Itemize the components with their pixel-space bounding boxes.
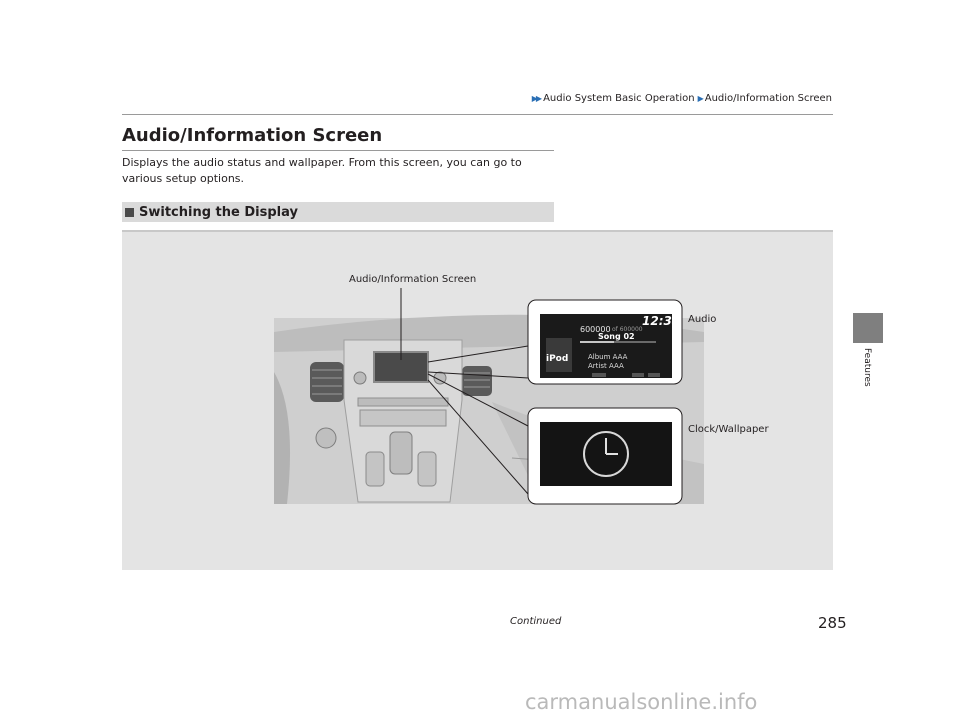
page-number: 285	[818, 614, 847, 632]
intro-text: Displays the audio status and wallpaper. From this screen, you can go to various setup options.	[122, 156, 522, 185]
header-rule	[122, 114, 833, 115]
audio-album: Album AAA	[588, 353, 628, 361]
watermark: carmanualsonline.info	[525, 690, 758, 714]
audio-callout-label: Audio	[688, 314, 717, 325]
audio-time: 12:34	[642, 314, 681, 328]
square-bullet-icon	[125, 208, 134, 217]
audio-song: Song 02	[598, 332, 635, 341]
breadcrumb-arrow-icon: ▶▶	[531, 94, 541, 103]
section-heading	[122, 202, 554, 222]
page-title: Audio/Information Screen	[122, 125, 383, 146]
clock-callout-label: Clock/Wallpaper	[688, 424, 769, 435]
audio-panel	[528, 300, 682, 384]
chapter-tab	[853, 313, 883, 343]
breadcrumb-parent[interactable]: Audio System Basic Operation	[543, 93, 695, 104]
audio-artist: Artist AAA	[588, 362, 624, 370]
continued-label: Continued	[510, 616, 562, 627]
section-heading-text: Switching the Display	[139, 204, 298, 220]
breadcrumb-current[interactable]: Audio/Information Screen	[704, 93, 832, 104]
chapter-tab-label: Features	[862, 348, 872, 387]
dashboard-illustration	[122, 232, 833, 572]
audio-source: iPod	[546, 354, 569, 364]
breadcrumb	[532, 93, 832, 104]
title-rule	[122, 150, 554, 151]
screen-callout-label: Audio/Information Screen	[349, 274, 477, 285]
audio-track-count: 600000	[580, 325, 611, 334]
breadcrumb-arrow-icon: ▶	[697, 94, 702, 103]
clock-panel	[528, 408, 682, 504]
dashboard-figure	[122, 230, 833, 570]
audio-track-total: of 600000	[612, 326, 643, 333]
